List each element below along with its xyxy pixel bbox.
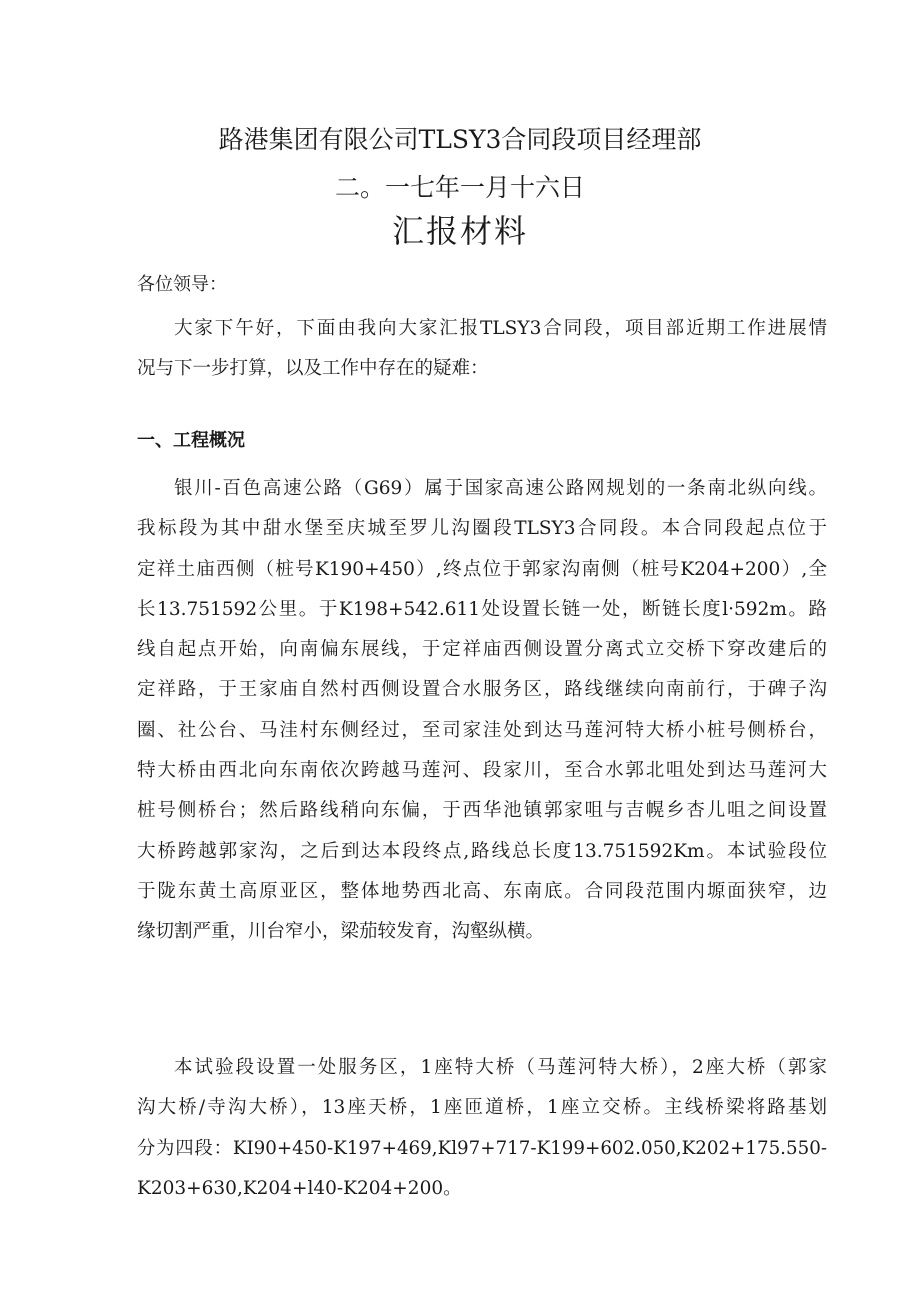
overview-line: 我标段为其中甜水堡至庆城至罗儿沟圈段TLSY3合同段。本合同段起点位于 xyxy=(137,518,827,540)
overview-line: 银川-百色高速公路（G69）属于国家高速公路网规划的一条南北纵向线。 xyxy=(174,478,827,499)
bridges-line: K203+630,K204+l40-K204+200。 xyxy=(137,1177,462,1199)
overview-paragraph xyxy=(137,469,827,953)
intro-line: 况与下一步打算，以及工作中存在的疑难： xyxy=(137,358,489,380)
overview-line: 长13.751592公里。于K198+542.611处设置长链一处，断链长度l·592m。路 xyxy=(137,598,827,620)
overview-line: 大桥跨越郭家沟，之后到达本段终点,路线总长度13.751592Km。本试验段位 xyxy=(137,840,827,862)
report-date: 二。一七年一月十六日 xyxy=(334,173,585,202)
overview-line: 桩号侧桥台；然后路线稍向东偏，于西华池镇郭家咀与吉幌乡杏儿咀之间设置 xyxy=(137,800,827,822)
overview-line: 缘切割严重，川台窄小，梁茄较发育，沟壑纵横。 xyxy=(137,921,545,943)
salutation: 各位领导： xyxy=(137,274,227,295)
overview-line: 定祥土庙西侧（桩号K190+450）,终点位于郭家沟南侧（桩号K204+200）,全 xyxy=(137,558,827,580)
bridges-line: 分为四段：KI90+450-K197+469,Kl97+717-K199+602.050,K202+175.550- xyxy=(137,1137,827,1159)
bridges-line: 本试验段设置一处服务区，1座特大桥（马莲河特大桥），2座大桥（郭家 xyxy=(174,1057,827,1078)
section-heading-project-overview: 一、工程概况 xyxy=(137,430,245,451)
bridges-paragraph xyxy=(137,1048,827,1209)
organization-title: 路港集团有限公司TLSY3合同段项目经理部 xyxy=(218,125,702,154)
overview-line: 定祥路，于王家庙自然村西侧设置合水服务区，路线继续向南前行，于碑子沟 xyxy=(137,679,827,701)
overview-line: 圈、社公台、马洼村东侧经过，至司家洼处到达马莲河特大桥小桩号侧桥台， xyxy=(137,719,827,741)
document-title: 汇报材料 xyxy=(391,212,528,250)
bridges-line: 沟大桥/寺沟大桥），13座天桥，1座匝道桥，1座立交桥。主线桥梁将路基划 xyxy=(137,1097,827,1119)
intro-paragraph xyxy=(137,309,827,390)
overview-line: 于陇东黄土高原亚区，整体地势西北高、东南底。合同段范围内塬面狭窄，边 xyxy=(137,880,827,902)
intro-line: 大家下午好，下面由我向大家汇报TLSY3合同段，项目部近期工作进展情 xyxy=(174,318,827,339)
overview-line: 线自起点开始，向南偏东展线，于定祥庙西侧设置分离式立交桥下穿改建后的 xyxy=(137,639,827,661)
overview-line: 特大桥由西北向东南依次跨越马莲河、段家川，至合水郭北咀处到达马莲河大 xyxy=(137,760,827,782)
